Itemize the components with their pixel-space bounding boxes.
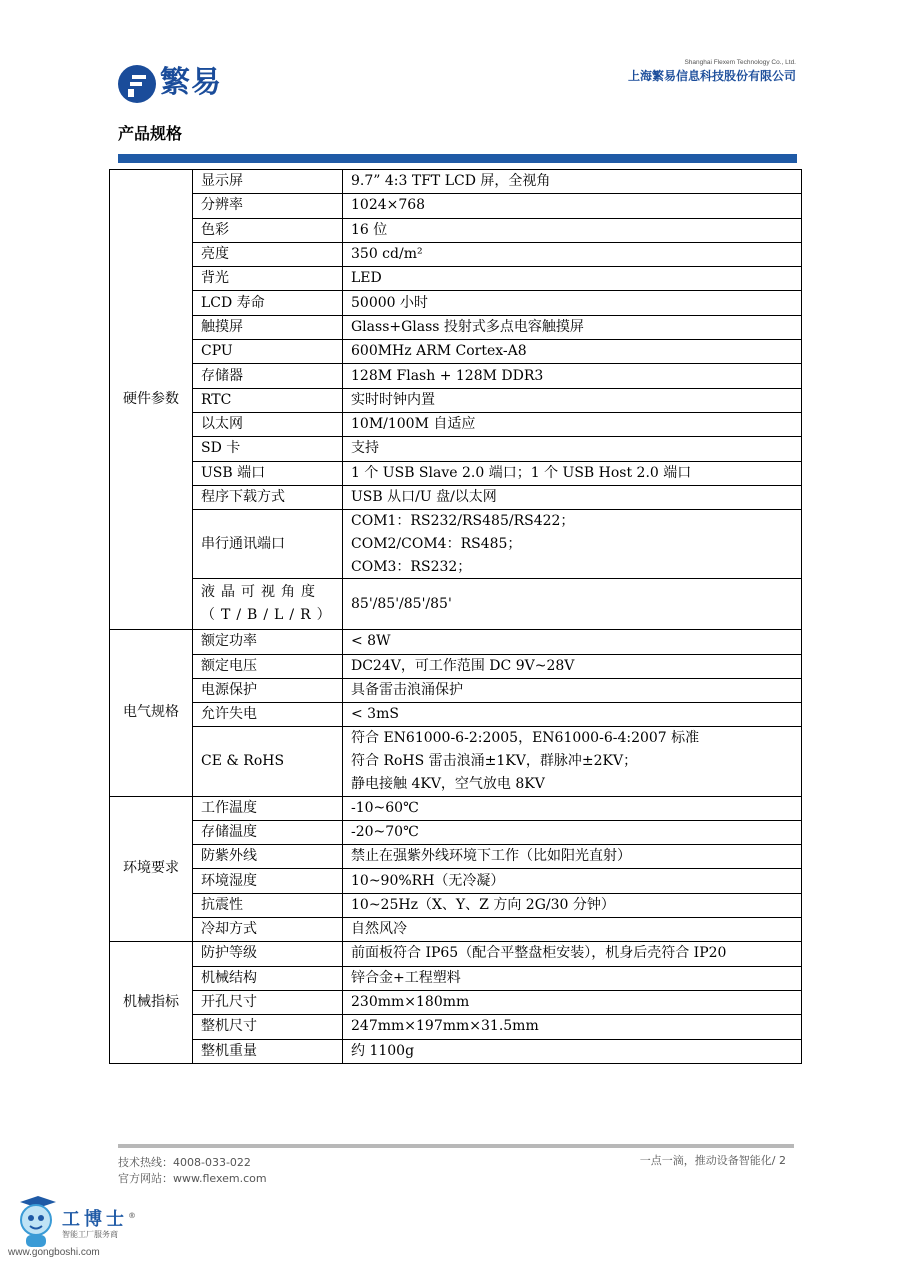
value-cell: 禁止在强紫外线环境下工作（比如阳光直射）	[343, 845, 802, 869]
spec-row	[110, 942, 802, 966]
param-cell: 分辨率	[193, 194, 343, 218]
value-cell: 350 cd/m²	[343, 242, 802, 266]
spec-row	[110, 218, 802, 242]
spec-row	[110, 678, 802, 702]
value-cell: 1 个 USB Slave 2.0 端口；1 个 USB Host 2.0 端口	[343, 461, 802, 485]
spec-row	[110, 1015, 802, 1039]
spec-row	[110, 388, 802, 412]
spec-row-ce	[110, 727, 802, 796]
value-cell: -10~60℃	[343, 796, 802, 820]
value-line: COM2/COM4：RS485；	[351, 535, 522, 552]
spec-row	[110, 703, 802, 727]
param-cell: 串行通讯端口	[193, 510, 343, 579]
spec-row	[110, 194, 802, 218]
spec-row	[110, 170, 802, 194]
spec-row	[110, 990, 802, 1014]
spec-row	[110, 267, 802, 291]
spec-row	[110, 966, 802, 990]
spec-row	[110, 630, 802, 654]
watermark-subtitle: 智能工厂服务商	[62, 1230, 118, 1239]
spec-row-serial	[110, 510, 802, 579]
param-cell: 存储器	[193, 364, 343, 388]
param-cell: 防紫外线	[193, 845, 343, 869]
spec-row	[110, 893, 802, 917]
value-cell: -20~70℃	[343, 820, 802, 844]
value-cell: < 8W	[343, 630, 802, 654]
value-cell: 前面板符合 IP65（配合平整盘柜安装），机身后壳符合 IP20	[343, 942, 802, 966]
logo-text: 繁易	[160, 65, 222, 100]
section-title: 产品规格	[118, 124, 183, 143]
value-cell: 247mm×197mm×31.5mm	[343, 1015, 802, 1039]
spec-row	[110, 315, 802, 339]
value-cell: LED	[343, 267, 802, 291]
param-cell: 存储温度	[193, 820, 343, 844]
param-cell: 整机尺寸	[193, 1015, 343, 1039]
value-cell: 128M Flash + 128M DDR3	[343, 364, 802, 388]
spec-table	[109, 169, 802, 1064]
param-line: 液晶可视角度	[201, 584, 321, 601]
spec-row	[110, 485, 802, 509]
value-line: COM3：RS232；	[351, 558, 472, 575]
spec-row	[110, 654, 802, 678]
title-bar	[118, 154, 797, 163]
param-cell: 整机重量	[193, 1039, 343, 1063]
gongboshi-mascot-icon	[8, 1192, 60, 1252]
value-cell: 230mm×180mm	[343, 990, 802, 1014]
param-cell: RTC	[193, 388, 343, 412]
spec-row	[110, 437, 802, 461]
param-cell: CE & RoHS	[193, 727, 343, 796]
watermark-url: www.gongboshi.com	[8, 1247, 100, 1258]
param-cell: 防护等级	[193, 942, 343, 966]
company-name-cn: 上海繁易信息科技股份有限公司	[627, 69, 796, 83]
value-cell: 自然风冷	[343, 918, 802, 942]
value-cell: 约 1100g	[343, 1039, 802, 1063]
param-line: （T/B/L/R）	[201, 607, 337, 624]
category-cell: 硬件参数	[110, 170, 193, 630]
footer-bar	[118, 1144, 794, 1148]
value-cell: Glass+Glass 投射式多点电容触摸屏	[343, 315, 802, 339]
value-cell: 85'/85'/85'/85'	[343, 579, 802, 630]
value-cell: USB 从口/U 盘/以太网	[343, 485, 802, 509]
hotline: 技术热线：4008-033-022	[118, 1156, 251, 1169]
spec-row	[110, 918, 802, 942]
param-cell: 显示屏	[193, 170, 343, 194]
value-cell: 9.7” 4:3 TFT LCD 屏，全视角	[343, 170, 802, 194]
spec-row-view-angle	[110, 579, 802, 630]
value-line: COM1：RS232/RS485/RS422；	[351, 513, 575, 530]
param-cell: 开孔尺寸	[193, 990, 343, 1014]
param-cell: USB 端口	[193, 461, 343, 485]
company-name-en: Shanghai Flexem Technology Co., Ltd.	[684, 59, 796, 66]
value-line: 静电接触 4KV，空气放电 8KV	[351, 775, 545, 792]
param-cell: 抗震性	[193, 893, 343, 917]
spec-row	[110, 461, 802, 485]
param-cell: 冷却方式	[193, 918, 343, 942]
param-cell: 额定电压	[193, 654, 343, 678]
category-cell: 电气规格	[110, 630, 193, 796]
param-cell: 机械结构	[193, 966, 343, 990]
spec-row	[110, 364, 802, 388]
watermark-name: 工博士®	[62, 1209, 140, 1230]
spec-row	[110, 291, 802, 315]
param-cell: LCD 寿命	[193, 291, 343, 315]
spec-row	[110, 242, 802, 266]
value-line: 符合 RoHS 雷击浪涌±1KV，群脉冲±2KV；	[351, 753, 638, 770]
param-cell: 以太网	[193, 412, 343, 436]
value-cell	[343, 727, 802, 796]
param-cell: SD 卡	[193, 437, 343, 461]
param-cell: 程序下载方式	[193, 485, 343, 509]
spec-row	[110, 869, 802, 893]
value-cell: 600MHz ARM Cortex-A8	[343, 340, 802, 364]
category-cell: 环境要求	[110, 796, 193, 942]
param-cell: 允许失电	[193, 703, 343, 727]
param-cell: 环境湿度	[193, 869, 343, 893]
value-cell: 16 位	[343, 218, 802, 242]
value-cell: DC24V，可工作范围 DC 9V~28V	[343, 654, 802, 678]
value-line: 符合 EN61000-6-2:2005，EN61000-6-4:2007 标准	[351, 730, 700, 747]
value-cell	[343, 510, 802, 579]
param-cell: 额定功率	[193, 630, 343, 654]
value-cell: 50000 小时	[343, 291, 802, 315]
param-cell: 色彩	[193, 218, 343, 242]
footer-slogan-page: 一点一滴，推动设备智能化/ 2	[639, 1154, 786, 1167]
param-cell: 电源保护	[193, 678, 343, 702]
value-cell: 锌合金+工程塑料	[343, 966, 802, 990]
value-cell: 支持	[343, 437, 802, 461]
param-cell: 工作温度	[193, 796, 343, 820]
value-cell: < 3mS	[343, 703, 802, 727]
website: 官方网站：www.flexem.com	[118, 1172, 267, 1185]
spec-row	[110, 412, 802, 436]
param-cell: 背光	[193, 267, 343, 291]
spec-row	[110, 845, 802, 869]
value-cell: 实时时钟内置	[343, 388, 802, 412]
category-cell: 机械指标	[110, 942, 193, 1063]
footer-contact	[118, 1155, 267, 1187]
param-cell	[193, 579, 343, 630]
value-cell: 具备雷击浪涌保护	[343, 678, 802, 702]
param-cell: 触摸屏	[193, 315, 343, 339]
param-cell: CPU	[193, 340, 343, 364]
value-cell: 10~90%RH（无冷凝）	[343, 869, 802, 893]
value-cell: 1024×768	[343, 194, 802, 218]
spec-row	[110, 796, 802, 820]
spec-row	[110, 340, 802, 364]
spec-row	[110, 1039, 802, 1063]
value-cell: 10~25Hz（X、Y、Z 方向 2G/30 分钟）	[343, 893, 802, 917]
param-cell: 亮度	[193, 242, 343, 266]
spec-row	[110, 820, 802, 844]
value-cell: 10M/100M 自适应	[343, 412, 802, 436]
